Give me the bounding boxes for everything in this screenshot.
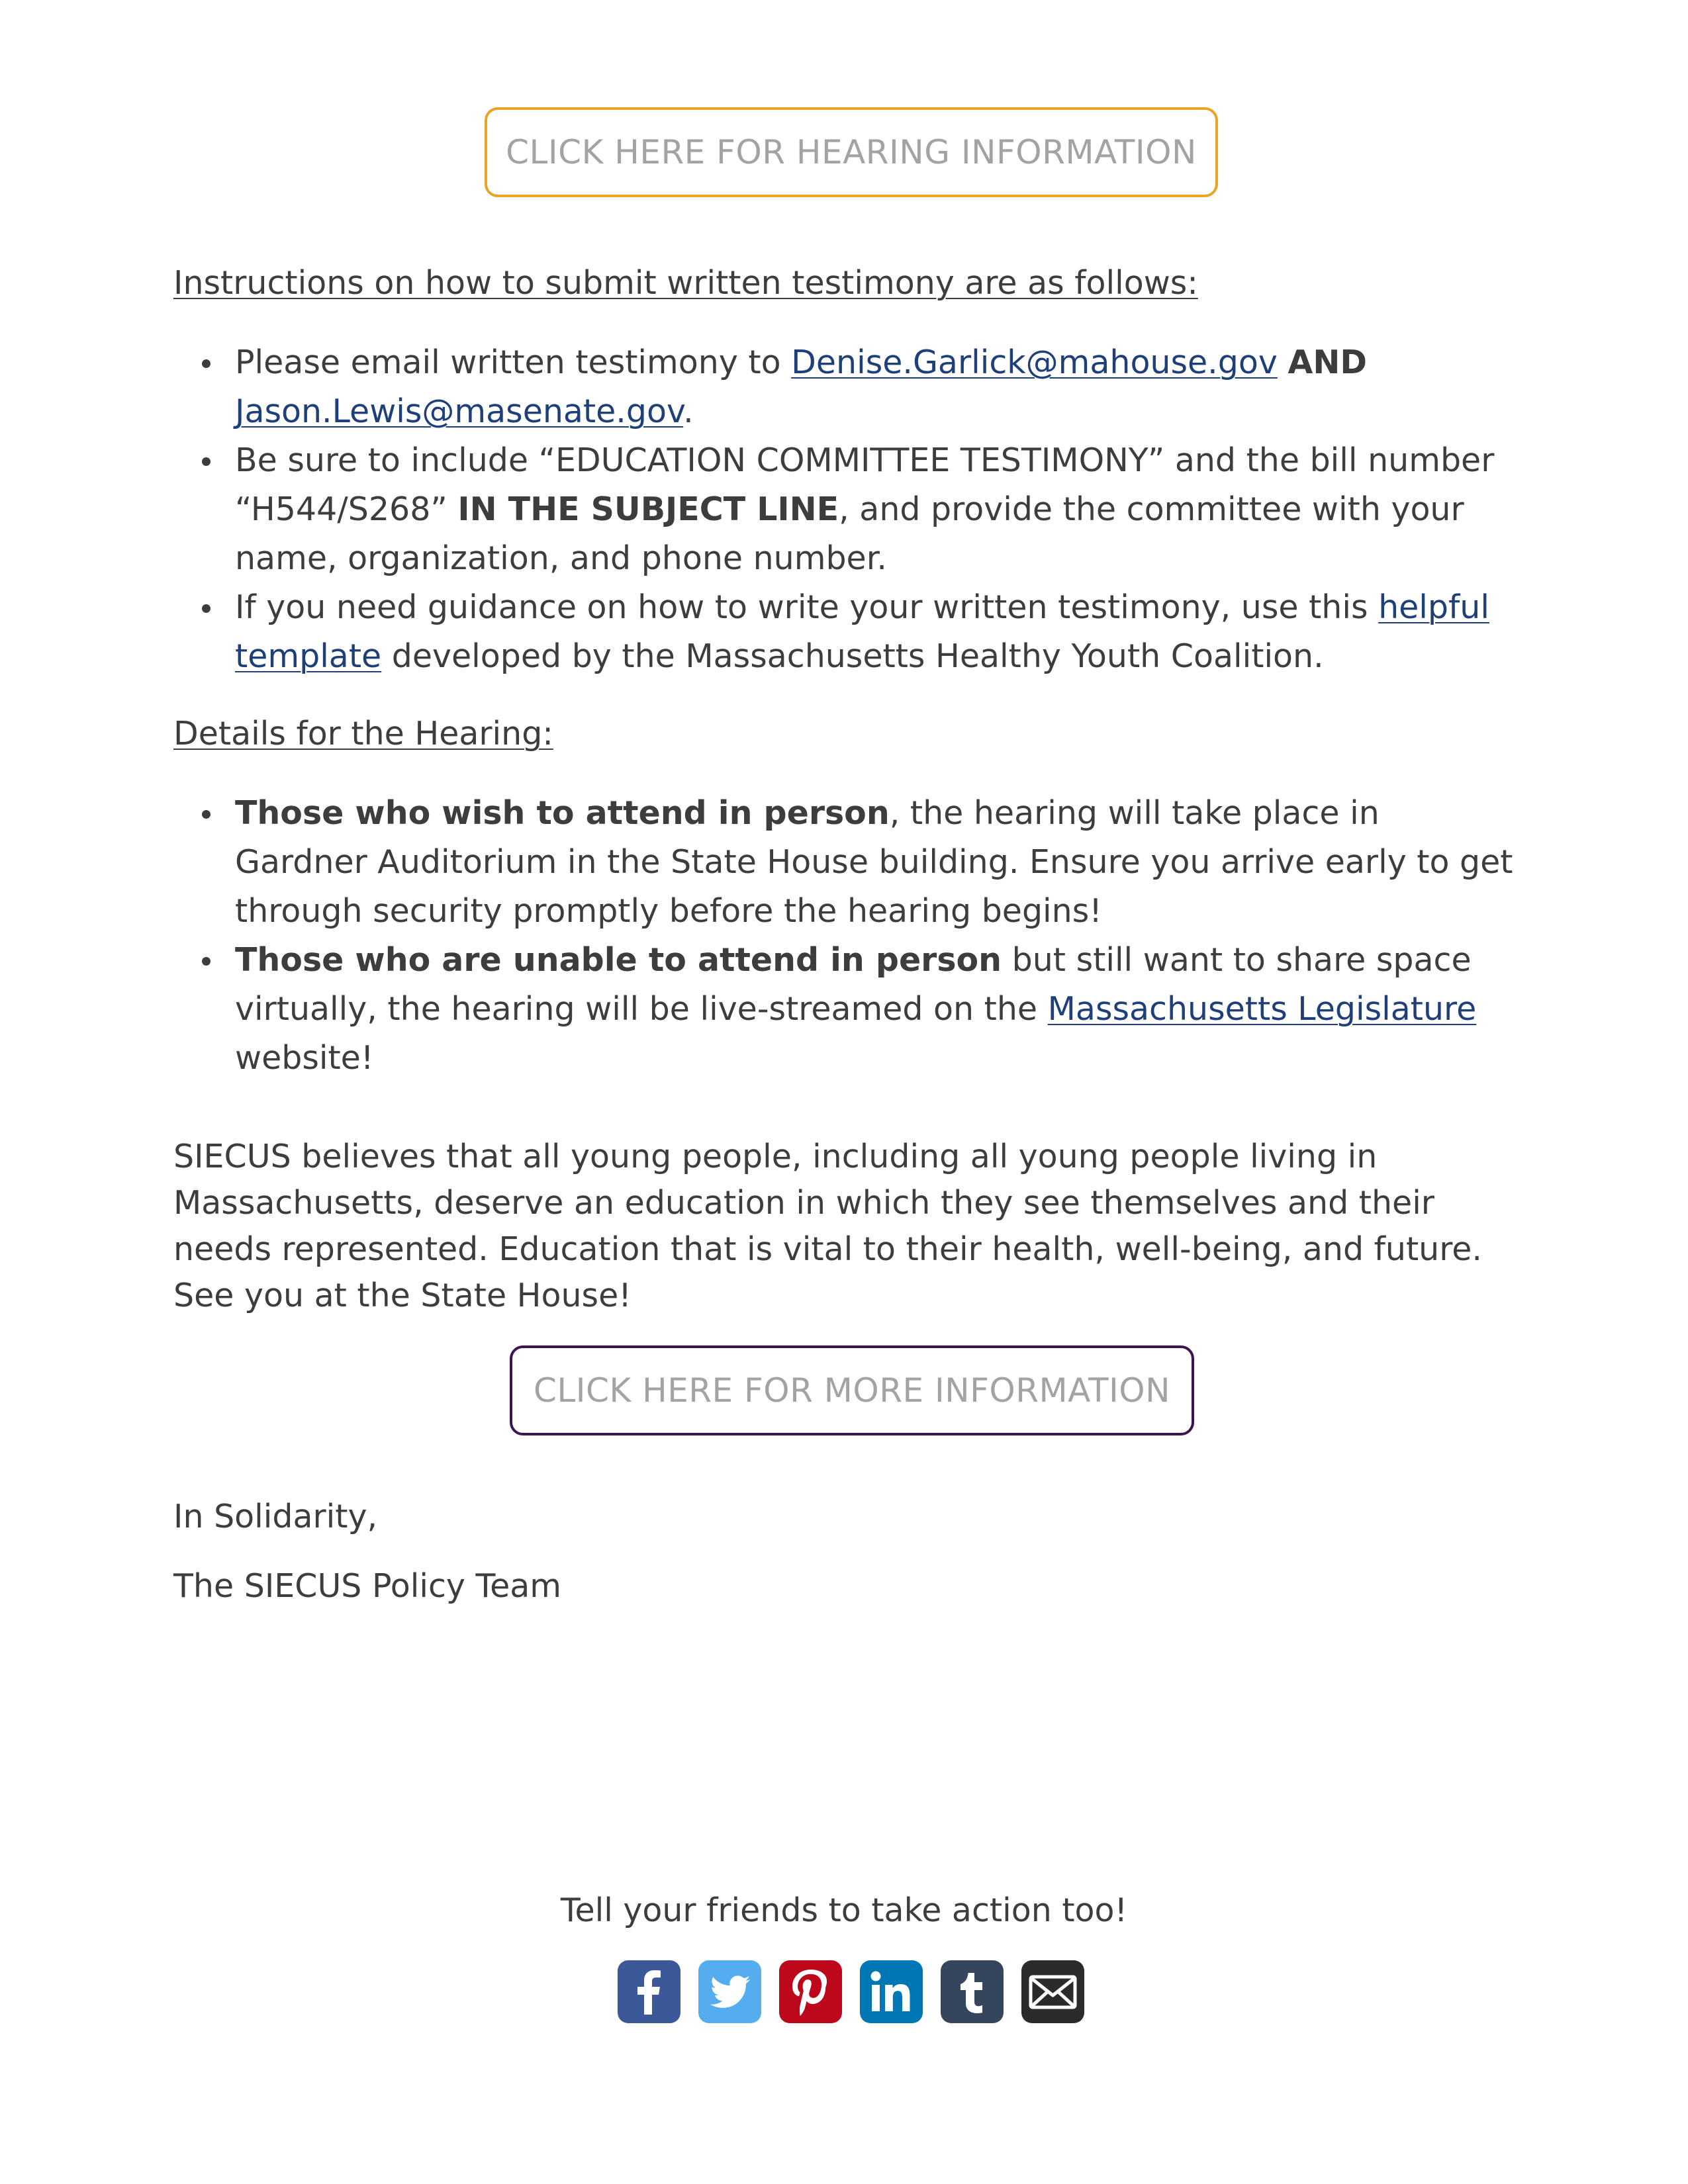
siecus-statement: SIECUS believes that all young people, including all young people living in Massachusetts, deserve an education in which they see themselves and their needs represented. Education that is vital to their health, well-being, and future. See you at the State House! — [173, 1138, 1483, 1314]
email-link-garlick[interactable]: Denise.Garlick@mahouse.gov — [791, 343, 1278, 381]
bullet-dot — [202, 957, 211, 966]
twitter-icon[interactable] — [698, 1960, 761, 2023]
signoff-closing: In Solidarity, — [173, 1498, 378, 1535]
item-text: developed by the Massachusetts Healthy Youth Coalition. — [381, 637, 1324, 675]
item-text: Be sure to include “EDUCATION COMMITTEE TESTIMONY” and the bill number “H544/S268” — [235, 441, 1495, 528]
bullet-dot — [202, 457, 211, 466]
item-text: website! — [235, 1039, 374, 1077]
instructions-heading: Instructions on how to submit written testimony are as follows: — [173, 264, 1198, 302]
massachusetts-legislature-link[interactable]: Massachusetts Legislature — [1047, 990, 1477, 1028]
more-information-button[interactable]: CLICK HERE FOR MORE INFORMATION — [510, 1345, 1194, 1435]
linkedin-icon[interactable] — [860, 1960, 923, 2023]
facebook-icon[interactable] — [618, 1960, 680, 2023]
item-bold: AND — [1288, 343, 1368, 381]
item-bold: IN THE SUBJECT LINE — [457, 490, 839, 528]
signoff-team: The SIECUS Policy Team — [173, 1567, 562, 1605]
item-text: . — [683, 392, 694, 430]
item-bold: Those who wish to attend in person — [235, 794, 890, 832]
item-bold: Those who are unable to attend in person — [235, 941, 1002, 979]
item-text: but still want to share space virtually, the hearing will be live-streamed on the — [235, 941, 1472, 1028]
email-link-lewis[interactable]: Jason.Lewis@masenate.gov — [235, 392, 684, 430]
email-icon[interactable] — [1021, 1960, 1084, 2023]
item-text: Please email written testimony to — [235, 343, 792, 381]
social-share-bar — [618, 1960, 1084, 2023]
item-text: If you need guidance on how to write your written testimony, use this — [235, 588, 1379, 626]
item-text: , and provide the committee with your name, organization, and phone number. — [235, 490, 1464, 577]
list-item — [235, 936, 1517, 1083]
instructions-list — [173, 338, 1517, 681]
list-item — [235, 789, 1517, 936]
details-list — [173, 789, 1517, 1083]
share-prompt: Tell your friends to take action too! — [560, 1891, 1128, 1929]
bullet-dot — [202, 359, 211, 368]
bullet-dot — [202, 604, 211, 613]
list-item — [235, 338, 1517, 436]
bullet-dot — [202, 810, 211, 819]
hearing-information-button[interactable]: CLICK HERE FOR HEARING INFORMATION — [485, 107, 1218, 197]
list-item — [235, 583, 1517, 681]
list-item — [235, 436, 1517, 583]
details-heading: Details for the Hearing: — [173, 715, 553, 752]
tumblr-icon[interactable] — [941, 1960, 1004, 2023]
helpful-template-link[interactable]: helpful template — [235, 588, 1489, 675]
item-text: , the hearing will take place in Gardner Auditorium in the State House building. Ensure you arrive early to get through security promptly before the hearing begins! — [235, 794, 1513, 930]
pinterest-icon[interactable] — [779, 1960, 842, 2023]
